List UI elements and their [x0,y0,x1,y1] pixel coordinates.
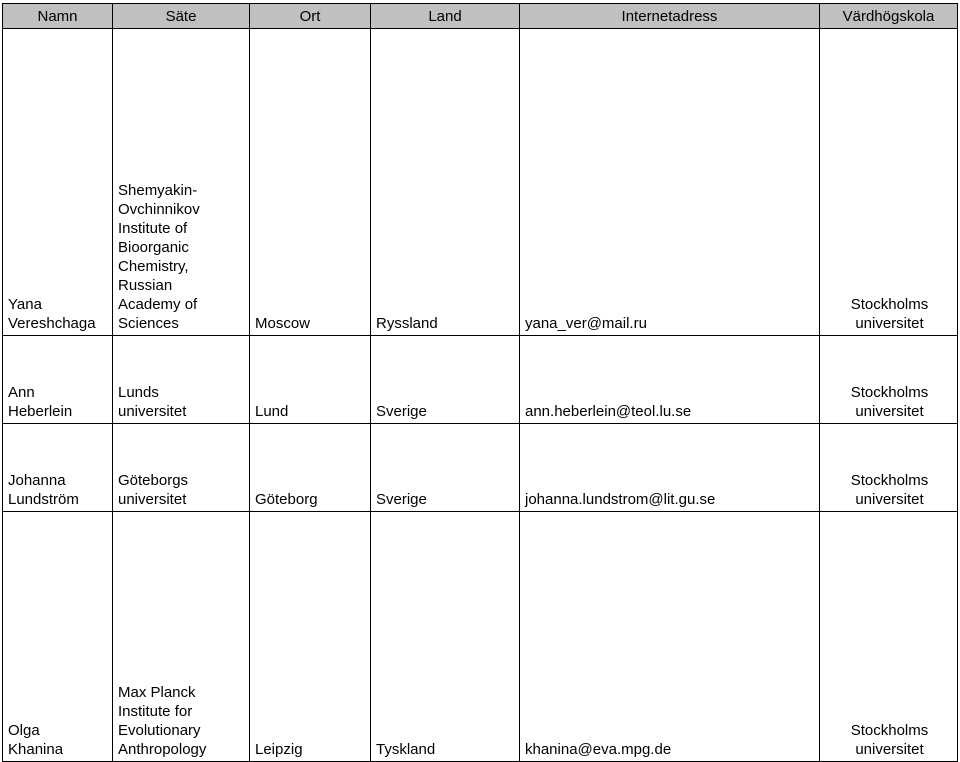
seat-cell[interactable]: Göteborgs universitet [113,424,250,512]
city-cell[interactable]: Leipzig [250,512,371,762]
table-row [3,336,958,424]
country-cell[interactable]: Tyskland [371,512,520,762]
seat-cell[interactable]: Max Planck Institute for Evolutionary Anthropology [113,512,250,762]
header-cell-namn[interactable]: Namn [3,4,113,29]
spreadsheet-table [2,3,958,762]
table-row [3,424,958,512]
host-cell[interactable]: Stockholms universitet [820,424,958,512]
email-cell[interactable]: johanna.lundstrom@lit.gu.se [520,424,820,512]
country-cell[interactable]: Sverige [371,424,520,512]
table-row [3,29,958,336]
host-cell[interactable]: Stockholms universitet [820,29,958,336]
name-cell[interactable]: Yana Vereshchaga [3,29,113,336]
host-cell[interactable]: Stockholms universitet [820,336,958,424]
seat-cell[interactable]: Shemyakin- Ovchinnikov Institute of Bioorganic Chemistry, Russian Academy of Sciences [113,29,250,336]
header-cell-vardhogskola[interactable]: Värdhögskola [820,4,958,29]
table-row [3,512,958,762]
email-cell[interactable]: yana_ver@mail.ru [520,29,820,336]
name-cell[interactable]: Johanna Lundström [3,424,113,512]
header-cell-land[interactable]: Land [371,4,520,29]
country-cell[interactable]: Sverige [371,336,520,424]
host-cell[interactable]: Stockholms universitet [820,512,958,762]
header-cell-internetadress[interactable]: Internetadress [520,4,820,29]
header-cell-sate[interactable]: Säte [113,4,250,29]
email-cell[interactable]: khanina@eva.mpg.de [520,512,820,762]
city-cell[interactable]: Moscow [250,29,371,336]
name-cell[interactable]: Olga Khanina [3,512,113,762]
country-cell[interactable]: Ryssland [371,29,520,336]
city-cell[interactable]: Göteborg [250,424,371,512]
city-cell[interactable]: Lund [250,336,371,424]
email-cell[interactable]: ann.heberlein@teol.lu.se [520,336,820,424]
header-cell-ort[interactable]: Ort [250,4,371,29]
name-cell[interactable]: Ann Heberlein [3,336,113,424]
seat-cell[interactable]: Lunds universitet [113,336,250,424]
header-row [3,4,958,29]
